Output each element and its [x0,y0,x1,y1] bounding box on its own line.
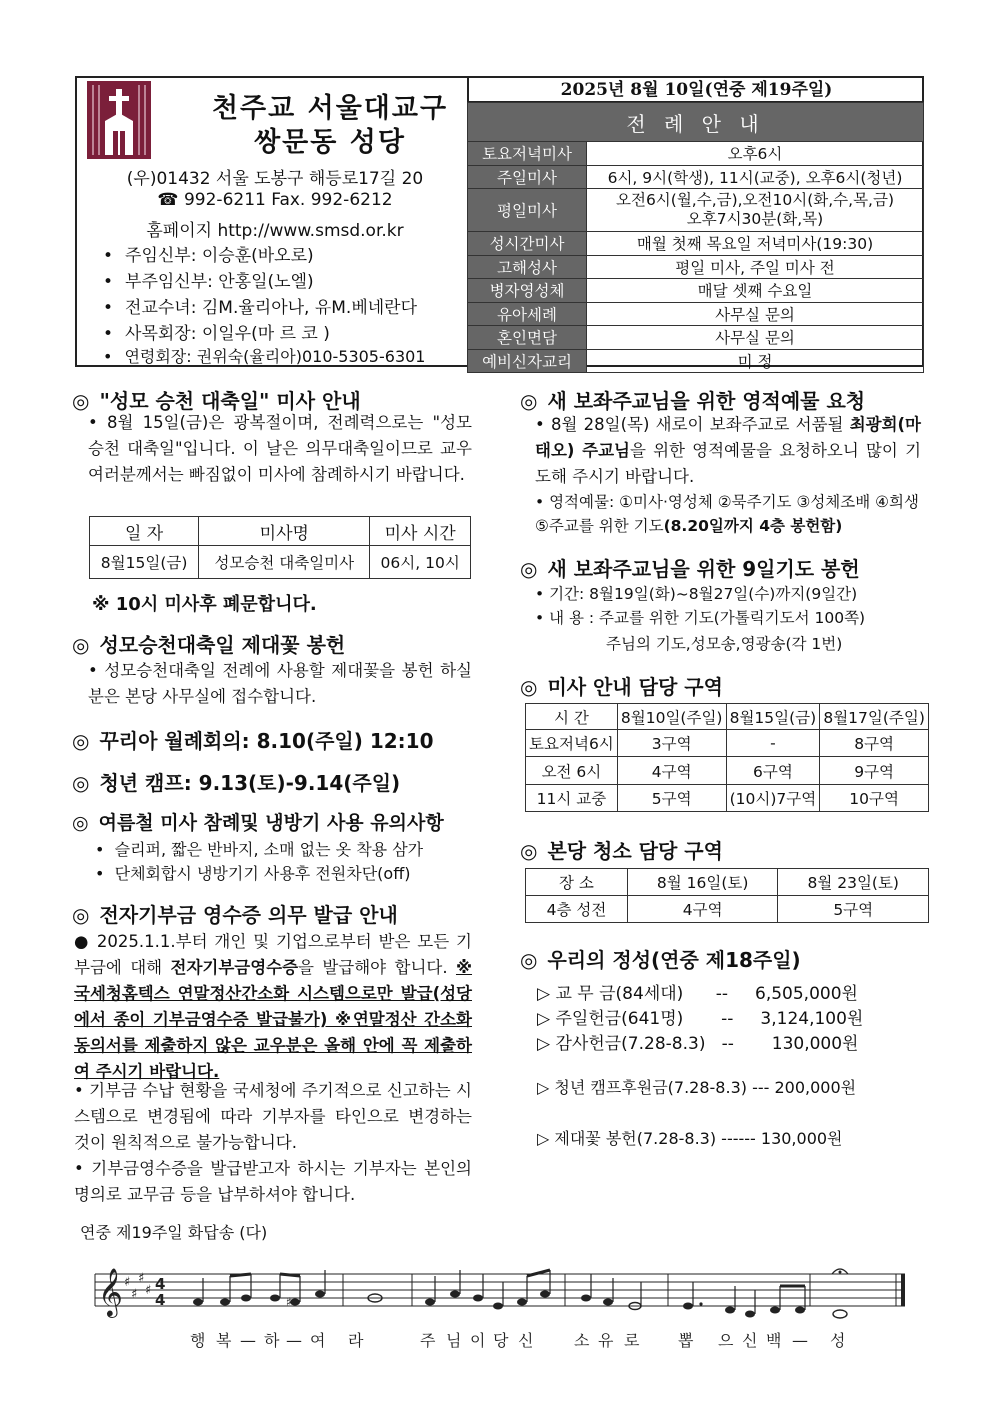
staff-item: • 연령회장: 권위숙(율리아)010-5305-6301 [103,344,425,367]
liturgy-value: 사무실 문의 [587,302,924,326]
table-cell: 9구역 [820,757,929,785]
cleaning-table [525,868,929,923]
table-header: 미사명 [199,517,370,546]
lyric-syllable: 소 [574,1331,590,1350]
svg-text:♯: ♯ [145,1283,152,1298]
bulletin-date: 2025년 8월 10일(연중 제19주일) [467,78,924,102]
staff-item: • 주임신부: 이승훈(바오로) [103,241,314,266]
prayer-offerings: • 영적예물: ①미사·영성체 ②묵주기도 ③성체조배 ④희생 ⑤주교를 위한 기도(8.20일까지 4층 봉헌함) [535,493,919,535]
lyric-syllable: 복 [216,1331,232,1350]
table-cell: 06시, 10시 [370,546,471,579]
liturgy-label: 고해성사 [468,255,587,279]
liturgy-value-weekday: 오전6시(월,수,금),오전10시(화,수,목,금) 오후7시30분(화,목) [587,189,924,232]
assumption-text: • 8월 15일(금)은 광복절이며, 전례력으로는 "성모 승천 대축일"입니다. 이 날은 의무대축일이므로 교우 여러분께서는 빠짐없이 미사에 참례하시기 바랍니다. [88,413,472,484]
offering-line: ▷ 주일헌금(641명) -- 3,124,100원 [537,1009,864,1029]
summer-item: • 슬리퍼, 짧은 반바지, 소매 없는 옷 착용 삼가 [95,840,424,859]
lyric-syllable: 행 [190,1331,206,1350]
table-header: 일 자 [90,517,199,546]
lyric-syllable: 으 [718,1331,734,1350]
liturgy-label: 예비신자교리 [468,349,587,373]
liturgy-label: 토요저녁미사 [468,142,587,166]
liturgy-label: 혼인면담 [468,326,587,350]
liturgy-value: 미 정 [587,349,924,373]
receipt-paragraph2: • 기부금 수납 현황을 국세청에 주기적으로 신고하는 시스템으로 변경됨에 따라 기부자를 타인으로 변경하는 것이 원칙적으로 불가능합니다. [74,1081,472,1152]
lyric-syllable: 주 [420,1331,436,1350]
lyric-syllable: 당 [493,1331,509,1350]
lyric-syllable: 유 [598,1331,614,1350]
lyric-syllable: 님 [446,1331,462,1350]
assumption-heading: ◎ "성모 승천 대축일" 미사 안내 [72,389,361,413]
table-header: 8월17일(주일) [820,704,929,730]
table-cell: (10시)7구역 [726,785,820,812]
svg-text:♯: ♯ [286,1295,292,1309]
liturgy-label: 병자영성체 [468,279,587,303]
cleaning-heading: ◎ 본당 청소 담당 구역 [520,839,723,863]
table-cell: 11시 교중 [526,785,618,812]
lyric-syllable: 백 [766,1331,782,1350]
table-header: 8월 23일(토) [778,869,929,896]
liturgy-table [467,102,924,373]
liturgy-value: 사무실 문의 [587,326,924,350]
summer-item: • 단체회합시 냉방기기 사용후 전원차단(off) [95,864,411,883]
diamond-icon: ◎ [72,633,90,657]
svg-text:♯: ♯ [131,1287,138,1302]
table-cell: 3구역 [617,730,726,757]
receipt-paragraph3: • 기부금영수증을 발급받고자 하시는 기부자는 본인의 명의로 교무금 등을 납부하셔야 합니다. [74,1159,472,1204]
liturgy-title: 전 례 안 내 [468,103,924,142]
table-cell: - [726,730,820,757]
table-header: 8월10일(주일) [617,704,726,730]
assumption-note: ※ 10시 미사후 폐문합니다. [92,594,317,615]
liturgy-label: 유아세례 [468,302,587,326]
offering-line: ▷ 감사헌금(7.28-8.3) -- 130,000원 [537,1034,859,1054]
lyric-syllable: 성 [830,1331,846,1350]
guide-table [525,703,929,812]
diamond-icon: ◎ [520,675,538,699]
table-cell: 10구역 [820,785,929,812]
table-cell: 5구역 [778,896,929,923]
address: (우)01432 서울 도봉구 해등로17길 20 [126,169,424,189]
novena-heading: ◎ 새 보좌주교님을 위한 9일기도 봉헌 [520,557,860,581]
table-cell: 성모승천 대축일미사 [199,546,370,579]
diamond-icon: ◎ [520,948,538,972]
table-cell: 4층 성전 [526,896,628,923]
table-cell: 8구역 [820,730,929,757]
table-cell: 토요저녁6시 [526,730,618,757]
svg-text:4: 4 [155,1291,166,1309]
lyric-syllable: 라 [348,1331,364,1350]
table-cell: 5구역 [617,785,726,812]
table-cell: 6구역 [726,757,820,785]
summer-heading: ◎ 여름철 미사 참례및 냉방기 사용 유의사항 [72,812,444,834]
table-cell: 오전 6시 [526,757,618,785]
assumption-table [89,516,471,579]
psalm-title: 연중 제19주일 화답송 (다) [80,1223,268,1242]
flowers-heading: ◎ 성모승천대축일 제대꽃 봉헌 [72,633,346,657]
lyric-syllable: 신 [742,1331,758,1350]
table-header: 8월 16일(토) [627,869,778,896]
diamond-icon: ◎ [72,389,90,413]
header-box [75,76,924,371]
prayer-heading: ◎ 새 보좌주교님을 위한 영적예물 요청 [520,389,866,413]
liturgy-label: 평일미사 [468,189,587,232]
staff-item: • 부주임신부: 안홍일(노엘) [103,267,314,292]
phone: ☎ 992-6211 Fax. 992-6212 [157,190,393,210]
novena-content: 주님의 기도,성모송,영광송(각 1번) [606,635,843,653]
novena-period: • 기간: 8월19일(화)~8월27일(수)까지(9일간) [535,585,858,603]
svg-text:𝄞: 𝄞 [98,1267,123,1316]
diamond-icon: ◎ [520,557,538,581]
liturgy-label: 성시간미사 [468,232,587,256]
diamond-icon: ◎ [72,771,90,795]
lyric-syllable: 여 [310,1331,326,1350]
prayer-text: • 8월 28일(목) 새로이 보좌주교로 서품될 최광희(마태오) 주교님을 위한 영적예물을 요청하오니 많이 기도해 주시기 바랍니다. [535,415,922,486]
table-header: 미사 시간 [370,517,471,546]
psalm-score [90,1262,910,1352]
lyric-syllable: — [240,1331,256,1350]
diamond-icon: ◎ [72,729,90,753]
liturgy-value: 매달 셋째 수요일 [587,279,924,303]
receipt-paragraph1: ● 2025.1.1.부터 개인 및 기업으로부터 받은 모든 기부금에 대해 전자기부금영수증을 발급해야 합니다. ※국세청홈텍스 연말정산간소화 시스템으로만 발급(성당에서 종이 기부금영수증 발급불가) ※연말정산 간소화 동의서를 제출하지 않은 교우분은 올해 안에 꼭 제출하여 주시기 바랍니다. [74,932,473,1081]
table-cell: 4구역 [627,896,778,923]
svg-text:♯: ♯ [124,1275,131,1290]
offering-heading: ◎ 우리의 정성(연중 제18주일) [520,948,801,972]
church-logo [87,81,151,159]
liturgy-value: 6시, 9시(학생), 11시(교중), 오후6시(청년) [587,165,924,189]
liturgy-label: 주일미사 [468,165,587,189]
liturgy-value: 평일 미사, 주일 미사 전 [587,255,924,279]
homepage: 홈페이지 http://www.smsd.or.kr [146,221,404,241]
church-name-line2: 쌍문동 성당 [254,127,406,158]
table-cell: 8월15일(금) [90,546,199,579]
liturgy-value: 매월 첫째 목요일 저녁미사(19:30) [587,232,924,256]
liturgy-value: 오후6시 [587,142,924,166]
lyric-syllable: 하 [264,1331,280,1350]
table-header: 장 소 [526,869,628,896]
staff-item: • 사목회장: 이일우(마 르 코 ) [103,319,330,344]
guide-heading: ◎ 미사 안내 담당 구역 [520,675,723,699]
church-name-line1: 천주교 서울대교구 [211,93,449,124]
svg-text:4: 4 [155,1275,166,1293]
youth-camp-heading: ◎ 청년 캠프: 9.13(토)-9.14(주일) [72,771,401,795]
curia-heading: ◎ 꾸리아 월례회의: 8.10(주일) 12:10 [72,729,434,753]
offering-line: ▷ 교 무 금(84세대) -- 6,505,000원 [537,984,858,1004]
table-header: 시 간 [526,704,618,730]
staff-item: • 전교수녀: 김M.율리아나, 유M.베네란다 [103,293,417,318]
receipt-heading: ◎ 전자기부금 영수증 의무 발급 안내 [72,903,398,927]
table-header: 8월15일(금) [726,704,820,730]
diamond-icon: ◎ [72,812,89,834]
lyric-syllable: 신 [518,1331,534,1350]
lyric-syllable: 로 [624,1331,640,1350]
novena-content: • 내 용 : 주교를 위한 기도(가톨릭기도서 100쪽) [535,609,866,627]
diamond-icon: ◎ [72,903,90,927]
offering-line: ▷ 청년 캠프후원금(7.28-8.3) --- 200,000원 [537,1078,857,1097]
table-cell: 4구역 [617,757,726,785]
lyric-syllable: — [792,1331,808,1350]
lyric-syllable: — [286,1331,302,1350]
svg-text:♯: ♯ [138,1271,145,1286]
diamond-icon: ◎ [520,389,538,413]
lyric-syllable: 이 [470,1331,486,1350]
diamond-icon: ◎ [520,839,538,863]
flowers-text: • 성모승천대축일 전례에 사용할 제대꽃을 봉헌 하실 분은 본당 사무실에 접수합니다. [88,661,472,706]
lyric-syllable: 뽑 [678,1331,694,1350]
offering-line: ▷ 제대꽃 봉헌(7.28-8.3) ------ 130,000원 [537,1129,843,1148]
